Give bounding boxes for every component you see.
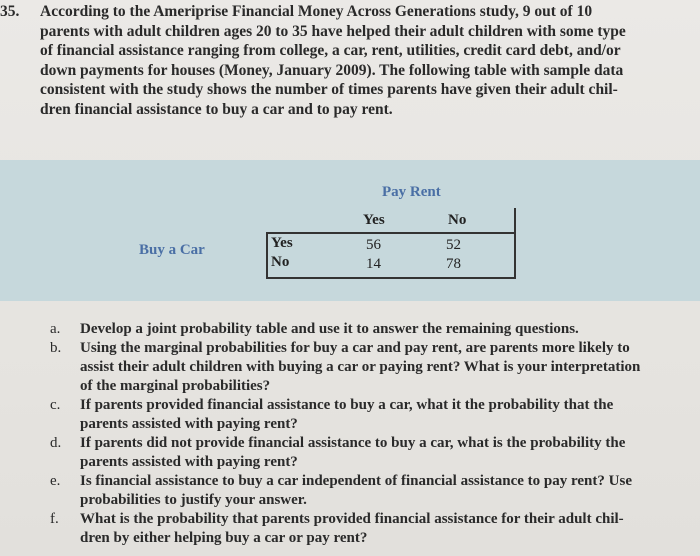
row-group-label: Buy a Car (139, 242, 205, 258)
question-letter: e. (50, 473, 61, 489)
table-cell: 78 (446, 256, 461, 272)
row-header-no: No (271, 254, 290, 270)
column-group-label: Pay Rent (382, 184, 441, 200)
table-divider-right (514, 208, 516, 278)
table-cell: 14 (366, 256, 381, 272)
question-line: assist their adult children with buying a car or paying rent? What is your interpretation (80, 359, 641, 375)
problem-line: dren financial assistance to buy a car and to pay rent. (40, 100, 393, 118)
problem-line: parents with adult children ages 20 to 35 have helped their adult children with some type (40, 22, 626, 40)
question-line: Is financial assistance to buy a car independent of financial assistance to pay rent? Use (80, 473, 632, 489)
question-line: probabilities to justify your answer. (80, 492, 307, 508)
question-item (0, 434, 690, 472)
question-list (0, 320, 690, 548)
question-text (80, 510, 690, 548)
question-line: parents assisted with paying rent? (80, 454, 298, 470)
problem-line: of financial assistance ranging from college, a car, rent, utilities, credit card debt, and/or (40, 42, 621, 59)
question-letter: a. (50, 321, 61, 337)
table-cell: 52 (446, 237, 461, 253)
question-item (0, 472, 690, 510)
problem-number: 35. (0, 3, 20, 20)
question-text (80, 339, 690, 396)
question-line: If parents did not provide financial assistance to buy a car, what is the probability the (80, 435, 626, 451)
table-divider-bottom (266, 277, 516, 279)
question-line: What is the probability that parents provided financial assistance for their adult chil- (80, 511, 624, 527)
question-letter: d. (50, 435, 62, 451)
question-line: Using the marginal probabilities for buy a car and pay rent, are parents more likely to (80, 340, 630, 356)
contingency-table (0, 160, 700, 301)
problem-text (40, 2, 626, 119)
question-line: parents assisted with paying rent? (80, 416, 298, 432)
question-text (80, 434, 690, 472)
question-line: If parents provided financial assistance to buy a car, what it the probability that the (80, 397, 614, 413)
table-divider-top (266, 232, 516, 234)
column-header-yes: Yes (363, 212, 385, 228)
question-letter: c. (50, 397, 61, 413)
question-line: Develop a joint probability table and use it to answer the remaining questions. (80, 321, 579, 337)
question-text (80, 472, 690, 510)
problem-line: consistent with the study shows the number of times parents have given their adult chil- (40, 81, 618, 98)
problem-line: According to the Ameriprise Financial Money Across Generations study, 9 out of 10 (40, 3, 593, 20)
question-item (0, 510, 690, 548)
question-line: of the marginal probabilities? (80, 378, 271, 394)
problem-line: down payments for houses (Money, January 2009). The following table with sample data (40, 61, 624, 79)
table-cell: 56 (366, 237, 381, 253)
row-header-yes: Yes (271, 235, 293, 251)
question-item (0, 339, 690, 396)
question-text (80, 320, 690, 339)
question-text (80, 396, 690, 434)
column-header-no: No (448, 212, 467, 228)
question-item (0, 396, 690, 434)
question-letter: b. (50, 340, 62, 356)
question-item (0, 320, 690, 339)
question-letter: f. (50, 511, 59, 527)
table-divider-left (266, 232, 268, 278)
question-line: dren by either helping buy a car or pay rent? (80, 530, 368, 546)
